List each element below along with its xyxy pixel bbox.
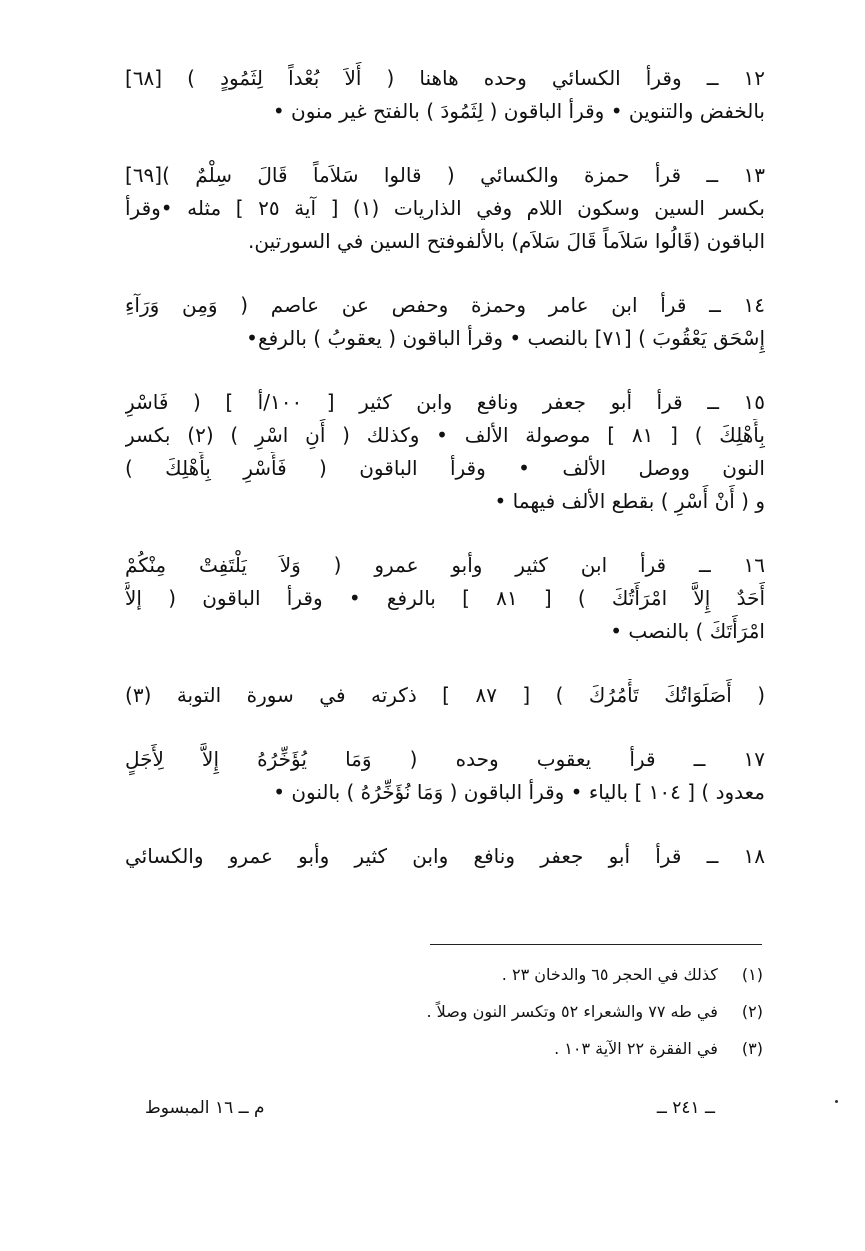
footnote-text: في الفقرة ٢٢ الآية ١٠٣ . bbox=[554, 1039, 718, 1058]
footnotes bbox=[243, 962, 763, 1073]
text-line: امْرَأَتَكَ ) بالنصب • bbox=[610, 619, 765, 643]
text-line: النون ووصل الألف • وقرأ الباقون ( فَأَسْرِ بِأَهْلِكَ ) bbox=[125, 456, 765, 480]
footnote bbox=[243, 1036, 763, 1062]
scan-speck bbox=[835, 1100, 838, 1103]
footnote-number: (١) bbox=[741, 965, 763, 984]
paragraph-87 bbox=[125, 679, 765, 712]
text-line: ١٨ ــ قرأ أبو جعفر ونافع وابن كثير وأبو عمرو والكسائي bbox=[125, 844, 765, 868]
footnote-number: (٢) bbox=[741, 1002, 763, 1021]
text-line: بالخفض والتنوين • وقرأ الباقون ( لِثَمُودَ ) بالفتح غير منون • bbox=[272, 99, 765, 123]
text-line: ١٢ ــ وقرأ الكسائي وحده هاهنا ( أَلاَ بُعْداً لِثَمُودٍ ) [٦٨] bbox=[125, 66, 765, 90]
footnote-number: (٣) bbox=[741, 1039, 763, 1058]
paragraph-16 bbox=[125, 549, 765, 648]
page-footer bbox=[125, 1098, 715, 1128]
footnote bbox=[243, 962, 763, 988]
text-line: بِأَهْلِكَ ) [ ٨١ ] موصولة الألف • وكذلك ( أَنِ اسْرِ ) (٢) بكسر bbox=[125, 423, 765, 447]
footnote-text: كذلك في الحجر ٦٥ والدخان ٢٣ . bbox=[501, 965, 718, 984]
text-line: بكسر السين وسكون اللام وفي الذاريات (١) [ آية ٢٥ ] مثله •وقرأ bbox=[125, 196, 765, 220]
main-text bbox=[125, 62, 765, 904]
text-line: ( أَصَلَوَاتُكَ تَأْمُرُكَ ) [ ٨٧ ] ذكرته في سورة التوبة (٣) bbox=[125, 683, 765, 707]
paragraph-12 bbox=[125, 62, 765, 128]
text-line: ١٦ ــ قرأ ابن كثير وأبو عمرو ( وَلاَ يَلْتَفِتْ مِنْكُمْ bbox=[125, 553, 765, 577]
text-line: الباقون (قَالُوا سَلاَماً قَالَ سَلاَم) بالألفوفتح السين في السورتين. bbox=[248, 229, 765, 253]
text-line: ١٧ ــ قرأ يعقوب وحده ( وَمَا يُؤَخِّرُهُ إِلاَّ لِأَجَلٍ bbox=[125, 747, 765, 771]
signature-mark: م ــ ١٦ المبسوط bbox=[145, 1098, 265, 1118]
text-line: و ( أَنْ أَسْرِ ) بقطع الألف فيهما • bbox=[494, 489, 765, 513]
text-line: إِسْحَق يَعْقُوبَ ) [٧١] بالنصب • وقرأ الباقون ( يعقوبُ ) بالرفع• bbox=[246, 326, 765, 350]
paragraph-13 bbox=[125, 159, 765, 258]
text-line: ١٥ ــ قرأ أبو جعفر ونافع وابن كثير [ ١٠٠/أ ] ( فَاسْرِ bbox=[125, 390, 765, 414]
text-line: أَحَدٌ إِلاَّ امْرَأَتُكَ ) [ ٨١ ] بالرفع • وقرأ الباقون ( إلاَّ bbox=[125, 586, 765, 610]
paragraph-18 bbox=[125, 840, 765, 873]
text-line: معدود ) [ ١٠٤ ] بالياء • وقرأ الباقون ( وَمَا نُؤَخِّرُهُ ) بالنون • bbox=[273, 780, 765, 804]
footnote bbox=[243, 999, 763, 1025]
paragraph-17 bbox=[125, 743, 765, 809]
footnote-text: في طه ٧٧ والشعراء ٥٢ وتكسر النون وصلاً . bbox=[426, 1002, 718, 1021]
paragraph-14 bbox=[125, 289, 765, 355]
text-line: ١٣ ــ قرأ حمزة والكسائي ( قالوا سَلاَماً قَالَ سِلْمٌ )[٦٩] bbox=[125, 163, 765, 187]
text-line: ١٤ ــ قرأ ابن عامر وحمزة وحفص عن عاصم ( وَمِن وَرَآءِ bbox=[125, 293, 765, 317]
paragraph-15 bbox=[125, 386, 765, 518]
page-number: ــ ٢٤١ ــ bbox=[656, 1098, 715, 1118]
footnote-separator bbox=[430, 944, 762, 945]
